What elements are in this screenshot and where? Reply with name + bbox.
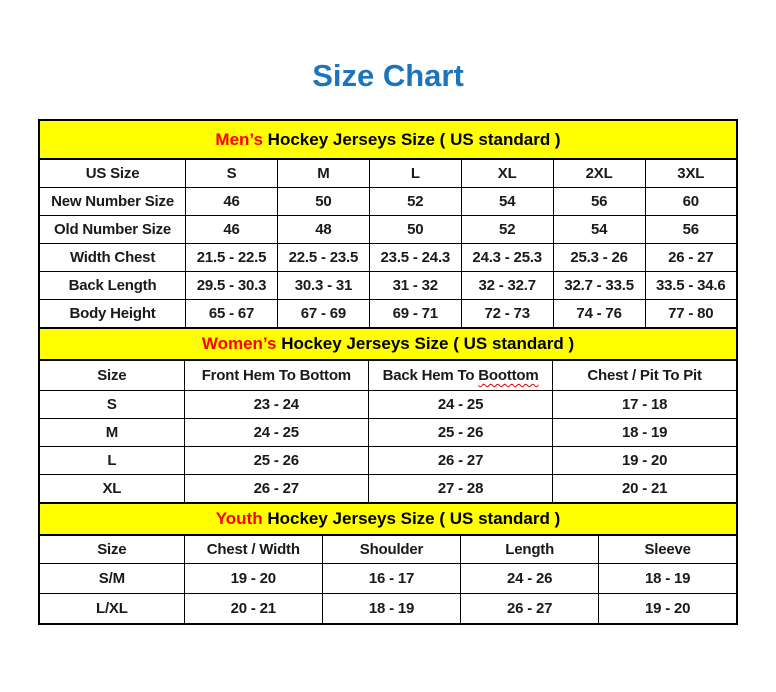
table-cell: 25 - 26	[368, 419, 552, 447]
table-cell: 56	[553, 188, 645, 216]
table-cell: 77 - 80	[645, 300, 737, 329]
column-header: Size	[39, 360, 184, 391]
table-cell: 46	[186, 216, 278, 244]
table-row	[39, 564, 737, 594]
womens-section-header	[38, 327, 738, 361]
row-label: Width Chest	[39, 244, 186, 272]
table-cell: 18 - 19	[553, 419, 737, 447]
section-header-label: Hockey Jerseys Size ( US standard )	[276, 334, 575, 353]
table-cell: 52	[369, 188, 461, 216]
table-cell: 29.5 - 30.3	[186, 272, 278, 300]
column-header: M	[277, 159, 369, 188]
row-label: Back Length	[39, 272, 186, 300]
womens-size-table	[38, 359, 738, 504]
youth-section	[38, 502, 738, 625]
table-row	[39, 216, 737, 244]
column-header: Chest / Pit To Pit	[553, 360, 737, 391]
table-header-row	[39, 360, 737, 391]
table-cell: 18 - 19	[599, 564, 737, 594]
table-row	[39, 272, 737, 300]
section-header-label: Hockey Jerseys Size ( US standard )	[262, 129, 561, 149]
table-header-row	[39, 159, 737, 188]
section-header-label: Hockey Jerseys Size ( US standard )	[262, 509, 561, 528]
table-row	[39, 447, 737, 475]
table-cell: 20 - 21	[184, 594, 322, 625]
table-cell: 25.3 - 26	[553, 244, 645, 272]
table-cell: 52	[461, 216, 553, 244]
misspelled-word: Boottom	[478, 367, 539, 384]
youth-size-table	[38, 534, 738, 625]
table-row	[39, 419, 737, 447]
table-cell: 19 - 20	[184, 564, 322, 594]
table-cell: 33.5 - 34.6	[645, 272, 737, 300]
youth-section-header	[38, 502, 738, 536]
row-label: S/M	[39, 564, 184, 594]
table-cell: 19 - 20	[599, 594, 737, 625]
column-header: XL	[461, 159, 553, 188]
column-header: Length	[461, 535, 599, 564]
column-header: Back Hem To Boottom	[368, 360, 552, 391]
row-label: New Number Size	[39, 188, 186, 216]
table-cell: 67 - 69	[277, 300, 369, 329]
row-label: M	[39, 419, 184, 447]
table-cell: 24 - 25	[184, 419, 368, 447]
womens-section	[38, 327, 738, 504]
table-cell: 26 - 27	[184, 475, 368, 504]
table-cell: 26 - 27	[461, 594, 599, 625]
mens-size-table	[38, 158, 738, 329]
column-header: Shoulder	[322, 535, 460, 564]
table-cell: 32.7 - 33.5	[553, 272, 645, 300]
column-header: Chest / Width	[184, 535, 322, 564]
table-cell: 65 - 67	[186, 300, 278, 329]
table-cell: 25 - 26	[184, 447, 368, 475]
table-row	[39, 188, 737, 216]
table-cell: 48	[277, 216, 369, 244]
row-label: Body Height	[39, 300, 186, 329]
mens-section-header	[38, 119, 738, 160]
table-cell: 17 - 18	[553, 391, 737, 419]
table-cell: 50	[369, 216, 461, 244]
section-lead-word: Youth	[215, 509, 263, 528]
table-cell: 46	[186, 188, 278, 216]
table-cell: 24 - 25	[368, 391, 552, 419]
table-cell: 27 - 28	[368, 475, 552, 504]
column-header: 3XL	[645, 159, 737, 188]
table-cell: 32 - 32.7	[461, 272, 553, 300]
table-cell: 54	[461, 188, 553, 216]
row-label: Old Number Size	[39, 216, 186, 244]
row-label: L/XL	[39, 594, 184, 625]
table-cell: 26 - 27	[645, 244, 737, 272]
column-header: 2XL	[553, 159, 645, 188]
table-cell: 24.3 - 25.3	[461, 244, 553, 272]
table-cell: 24 - 26	[461, 564, 599, 594]
table-cell: 69 - 71	[369, 300, 461, 329]
table-cell: 31 - 32	[369, 272, 461, 300]
row-label: S	[39, 391, 184, 419]
table-row	[39, 391, 737, 419]
size-chart	[38, 119, 738, 625]
column-header: Size	[39, 535, 184, 564]
column-header: S	[186, 159, 278, 188]
table-cell: 54	[553, 216, 645, 244]
table-cell: 22.5 - 23.5	[277, 244, 369, 272]
section-lead-word: Men’s	[215, 129, 263, 149]
table-cell: 16 - 17	[322, 564, 460, 594]
table-row	[39, 244, 737, 272]
table-cell: 21.5 - 22.5	[186, 244, 278, 272]
column-header: US Size	[39, 159, 186, 188]
column-header: Front Hem To Bottom	[184, 360, 368, 391]
section-lead-word: Women’s	[201, 334, 277, 353]
table-cell: 72 - 73	[461, 300, 553, 329]
table-header-row	[39, 535, 737, 564]
table-cell: 26 - 27	[368, 447, 552, 475]
column-header: L	[369, 159, 461, 188]
page-title: Size Chart	[312, 58, 464, 93]
table-cell: 30.3 - 31	[277, 272, 369, 300]
row-label: XL	[39, 475, 184, 504]
table-cell: 60	[645, 188, 737, 216]
table-cell: 18 - 19	[322, 594, 460, 625]
table-cell: 19 - 20	[553, 447, 737, 475]
table-cell: 74 - 76	[553, 300, 645, 329]
column-header: Sleeve	[599, 535, 737, 564]
table-cell: 56	[645, 216, 737, 244]
table-row	[39, 594, 737, 625]
row-label: L	[39, 447, 184, 475]
table-row	[39, 300, 737, 329]
table-cell: 23 - 24	[184, 391, 368, 419]
table-cell: 50	[277, 188, 369, 216]
table-row	[39, 475, 737, 504]
mens-section	[38, 119, 738, 329]
table-cell: 23.5 - 24.3	[369, 244, 461, 272]
table-cell: 20 - 21	[553, 475, 737, 504]
